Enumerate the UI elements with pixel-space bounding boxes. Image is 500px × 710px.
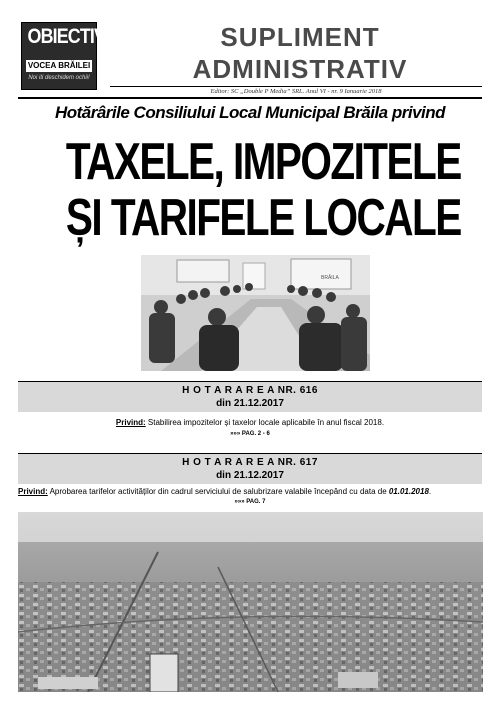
logo-tagline: Noi iti deschidem ochii! — [28, 75, 90, 81]
decision-616-subject-label: Privind: — [115, 418, 146, 427]
aerial-city-illustration — [18, 512, 483, 692]
editor-line: Editor: SC „Double P Media” SRL. Anul VI - nr. 9 Ianuarie 2018 — [210, 88, 382, 95]
photo-sign-text: BRĂILA — [321, 275, 339, 281]
council-meeting-photo — [141, 255, 370, 371]
aerial-city-photo — [18, 512, 483, 692]
decision-617-pages: »»» PAG. 7 — [234, 499, 266, 505]
council-meeting-illustration — [141, 255, 370, 371]
decision-616-pages: »»» PAG. 2 - 6 — [230, 431, 270, 437]
masthead-line-2: ADMINISTRATIV — [192, 54, 408, 84]
decision-617-subject-end: . — [428, 487, 432, 496]
decision-616-date: din 21.12.2017 — [216, 398, 284, 409]
headline-line-2: ȘI TARIFELE LOCALE — [65, 189, 461, 247]
kicker: Hotărârile Consiliului Local Municipal Brăila privind — [54, 103, 446, 122]
header-divider — [18, 97, 482, 99]
decision-617-subject — [18, 487, 482, 496]
decision-617-banner — [18, 453, 482, 484]
decision-616-banner — [18, 381, 482, 412]
masthead-rule — [110, 86, 482, 87]
decision-617-title: H O T A R A R E A NR. 617 — [182, 457, 318, 468]
decision-617-subject-date: 01.01.2018 — [388, 487, 429, 496]
newspaper-logo — [21, 22, 106, 90]
decision-617-subject-label: Privind: — [18, 487, 48, 496]
logo-subtitle: VOCEA BRĂILEI — [27, 61, 91, 70]
decision-616-subject — [18, 418, 482, 427]
logo-name: OBIECTIV — [27, 25, 106, 48]
decision-617-date: din 21.12.2017 — [216, 470, 284, 481]
headline-line-1: TAXELE, IMPOZITELE — [65, 133, 461, 191]
decision-617-subject-text: Aprobarea tarifelor activităților din cadrul serviciului de salubrizare valabile începând cu data de — [47, 487, 389, 496]
masthead-line-1: SUPLIMENT — [220, 22, 380, 52]
decision-616-subject-text: Stabilirea impozitelor și taxelor locale aplicabile în anul fiscal 2018. — [145, 418, 385, 427]
decision-616-title: H O T A R A R E A NR. 616 — [182, 385, 318, 396]
